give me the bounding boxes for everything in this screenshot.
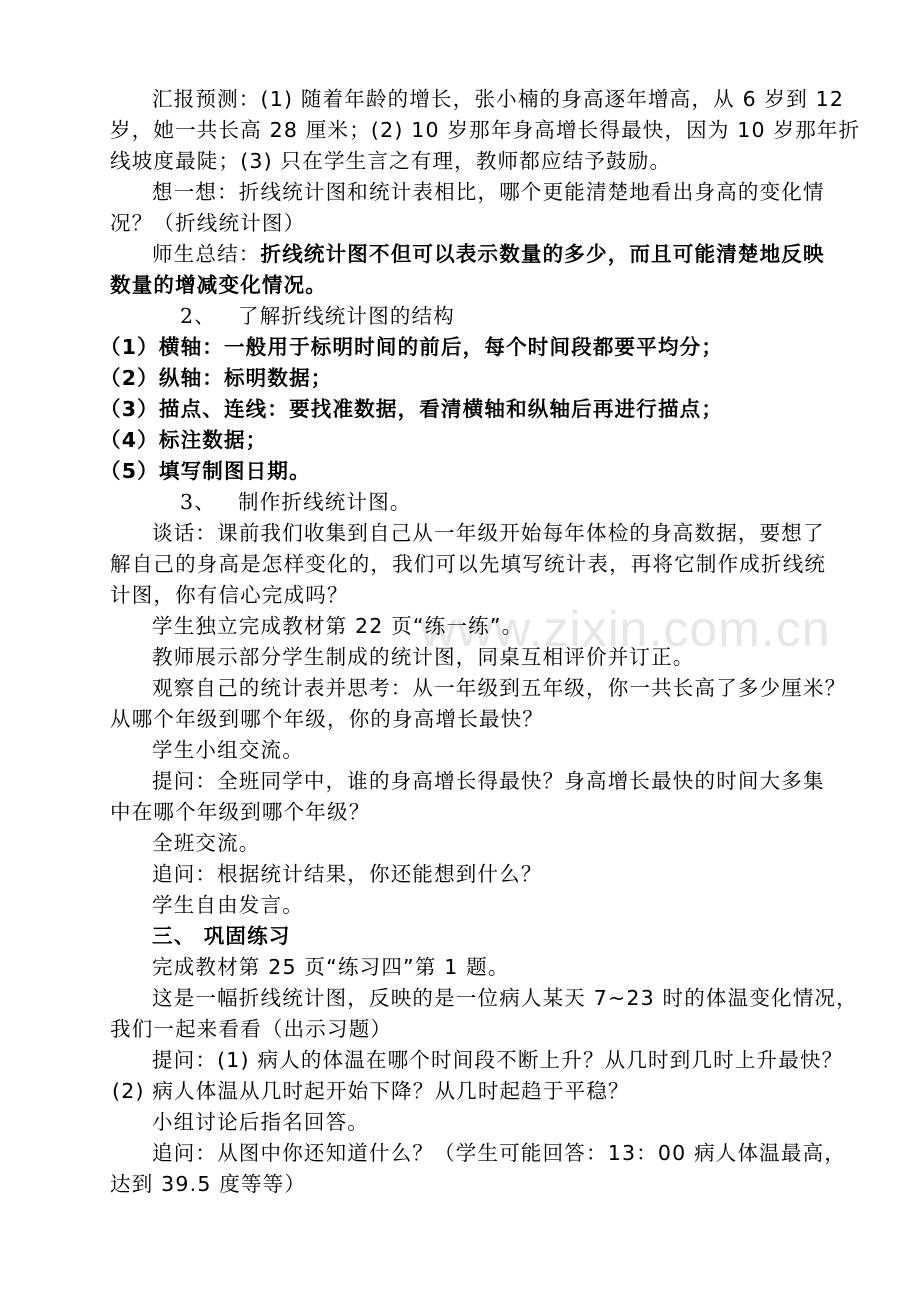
- teacher-show-line: 教师展示部分学生制成的统计图，同桌互相评价并订正。: [152, 645, 695, 669]
- summary-line-1: [152, 239, 825, 269]
- think-line-2: 况？（折线统计图）: [110, 211, 306, 235]
- section-2-title: 了解折线统计图的结构: [238, 304, 455, 328]
- follow-up-question-line-2: 达到 39.5 度等等）: [110, 1172, 307, 1196]
- talk-line-2: 解自己的身高是怎样变化的，我们可以先填写统计表，再将它制作成折线统: [110, 552, 827, 576]
- free-speech-line: 学生自由发言。: [152, 893, 304, 917]
- section-3-title: 制作折线统计图。: [238, 490, 412, 514]
- chart-description-line-1: 这是一幅折线统计图，反映的是一位病人某天 7~23 时的体温变化情况，: [152, 986, 858, 1010]
- structure-item-1: （1）横轴：一般用于标明时间的前后，每个时间段都要平均分；: [100, 335, 724, 359]
- observe-line-2: 从哪个年级到哪个年级，你的身高增长最快？: [110, 707, 544, 731]
- class-exchange-line: 全班交流。: [152, 831, 261, 855]
- question-line-2: 中在哪个年级到哪个年级？: [110, 800, 371, 824]
- temperature-question-line-1: 提问：(1) 病人的体温在哪个时间段不断上升？从几时到几时上升最快？: [152, 1048, 844, 1072]
- exercise-line: 完成教材第 25 页“练习四”第 1 题。: [152, 955, 510, 979]
- structure-item-3: （3）描点、连线：要找准数据，看清横轴和纵轴后再进行描点；: [100, 397, 724, 421]
- report-prediction-line-1: 汇报预测：(1) 随着年龄的增长，张小楠的身高逐年增高，从 6 岁到 12: [152, 87, 845, 111]
- summary-line-2: 数量的增减变化情况。: [110, 273, 327, 297]
- section-2-heading: [180, 301, 455, 331]
- report-prediction-line-3: 线坡度最陡；(3) 只在学生言之有理，教师都应结予鼓励。: [110, 149, 672, 173]
- observe-line-1: 观察自己的统计表并思考：从一年级到五年级，你一共长高了多少厘米？: [152, 676, 847, 700]
- discussion-line: 小组讨论后指名回答。: [152, 1110, 369, 1134]
- group-exchange-line: 学生小组交流。: [152, 738, 304, 762]
- structure-item-4: （4）标注数据；: [100, 428, 268, 452]
- independent-work-line: 学生独立完成教材第 22 页“练一练”。: [152, 614, 524, 638]
- report-prediction-line-2: 岁，她一共长高 28 厘米；(2) 10 岁那年身高增长得最快，因为 10 岁那年折: [110, 118, 861, 142]
- summary-bold-text: 折线统计图不但可以表示数量的多少，而且可能清楚地反映: [260, 242, 825, 266]
- section-3-number: 3、: [180, 490, 216, 514]
- section-3-heading: [180, 487, 412, 517]
- question-line-1: 提问：全班同学中，谁的身高增长得最快？身高增长最快的时间大多集: [152, 769, 825, 793]
- follow-up-question-line-1: 追问：从图中你还知道什么？（学生可能回答：13：00 病人体温最高，: [152, 1141, 846, 1165]
- section-2-number: 2、: [180, 304, 216, 328]
- summary-prefix: 师生总结：: [152, 242, 261, 266]
- watermark: www.zixin.com.cn: [420, 601, 831, 657]
- chart-description-line-2: 我们一起来看看（出示习题）: [110, 1017, 393, 1041]
- structure-item-5: （5）填写制图日期。: [100, 459, 311, 483]
- think-line-1: 想一想：折线统计图和统计表相比，哪个更能清楚地看出身高的变化情: [152, 180, 825, 204]
- talk-line-1: 谈话：课前我们收集到自己从一年级开始每年体检的身高数据，要想了: [152, 521, 825, 545]
- section-three-heading: 三、 巩固练习: [152, 924, 291, 948]
- temperature-question-line-2: (2) 病人体温从几时起开始下降？从几时起趋于平稳？: [112, 1079, 630, 1103]
- talk-line-3: 计图，你有信心完成吗？: [110, 583, 349, 607]
- structure-item-2: （2）纵轴：标明数据；: [100, 366, 333, 390]
- follow-up-line: 追问：根据统计结果，你还能想到什么？: [152, 862, 543, 886]
